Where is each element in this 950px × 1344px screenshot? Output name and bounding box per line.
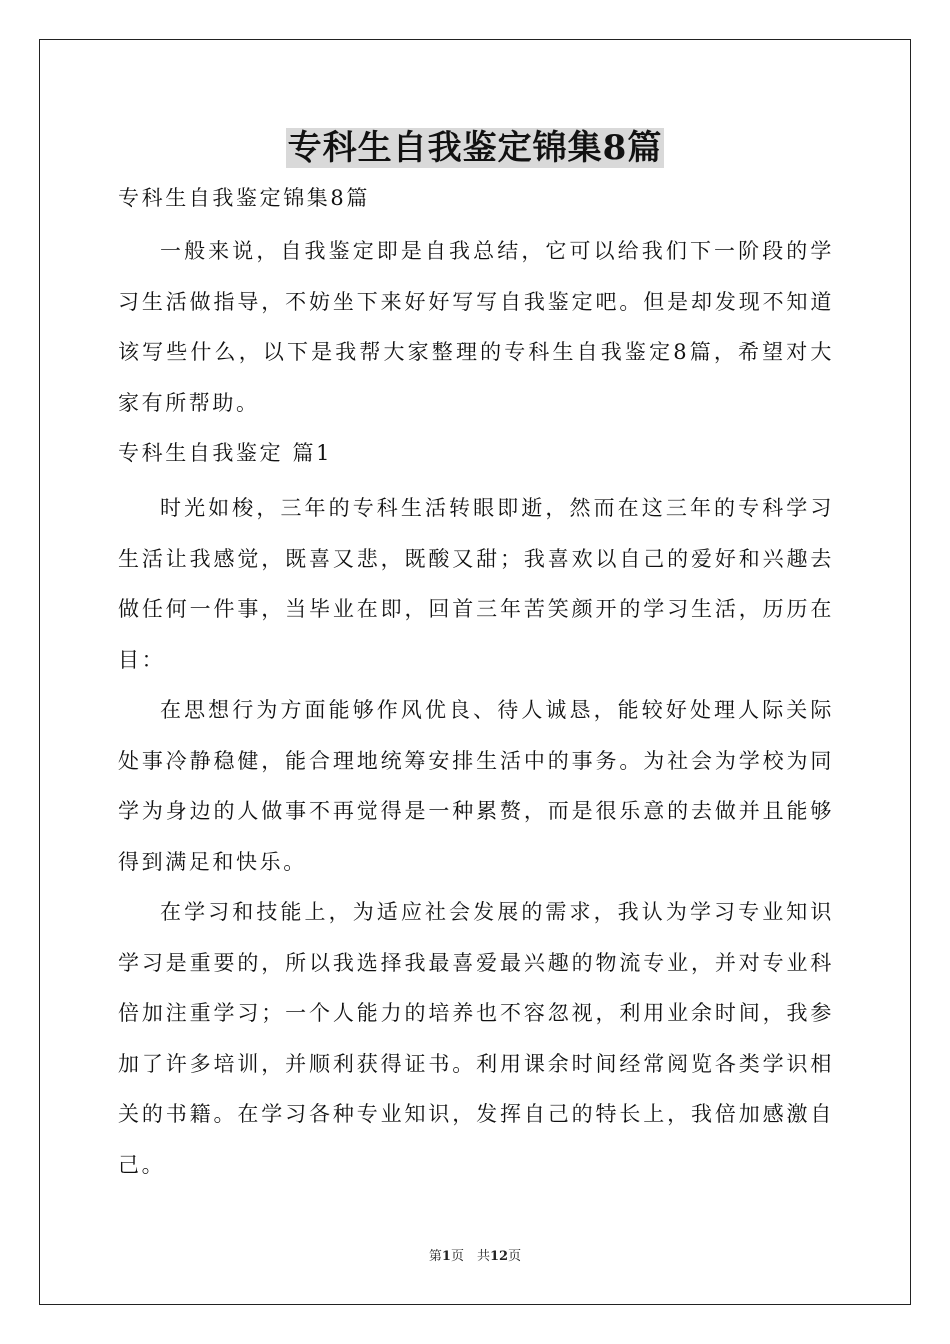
footer-page-prefix: 第 [428,1249,442,1264]
section-heading: 专科生自我鉴定 篇1 [118,441,333,465]
footer-page-total: 12 [489,1249,509,1264]
document-body [118,178,834,1190]
footer-page-mid: 页 共 [450,1249,490,1264]
body-paragraph: 时光如梭，三年的专科生活转眼即逝，然而在这三年的专科学习生活让我感觉，既喜又悲，既酸又甜；我喜欢以自己的爱好和兴趣去做任何一件事，当毕业在即，回首三年苦笑颜开的学习生活，历历在目： [118,496,834,672]
body-paragraph: 在思想行为方面能够作风优良、待人诚恳，能较好处理人际关际处事冷静稳健，能合理地统筹安排生活中的事务。为社会为学校为同学为身边的人做事不再觉得是一种累赘，而是很乐意的去做并且能够得到满足和快乐。 [118,698,834,874]
page-footer [0,1248,950,1266]
document-title-text: 专科生自我鉴定锦集8篇 [287,128,663,168]
document-title [0,125,950,171]
footer-page-current: 1 [441,1249,451,1264]
footer-page-suffix: 页 [508,1249,522,1264]
document-subtitle: 专科生自我鉴定锦集8篇 [118,186,370,210]
intro-paragraph: 一般来说，自我鉴定即是自我总结，它可以给我们下一阶段的学习生活做指导，不妨坐下来好好写写自我鉴定吧。但是却发现不知道该写些什么，以下是我帮大家整理的专科生自我鉴定8篇，希望对大家有所帮助。 [118,239,834,415]
body-paragraph: 在学习和技能上，为适应社会发展的需求，我认为学习专业知识学习是重要的，所以我选择我最喜爱最兴趣的物流专业，并对专业科倍加注重学习；一个人能力的培养也不容忽视，利用业余时间，我参加了许多培训，并顺利获得证书。利用课余时间经常阅览各类学识相关的书籍。在学习各种专业知识，发挥自己的特长上，我倍加感激自己。 [118,900,834,1177]
